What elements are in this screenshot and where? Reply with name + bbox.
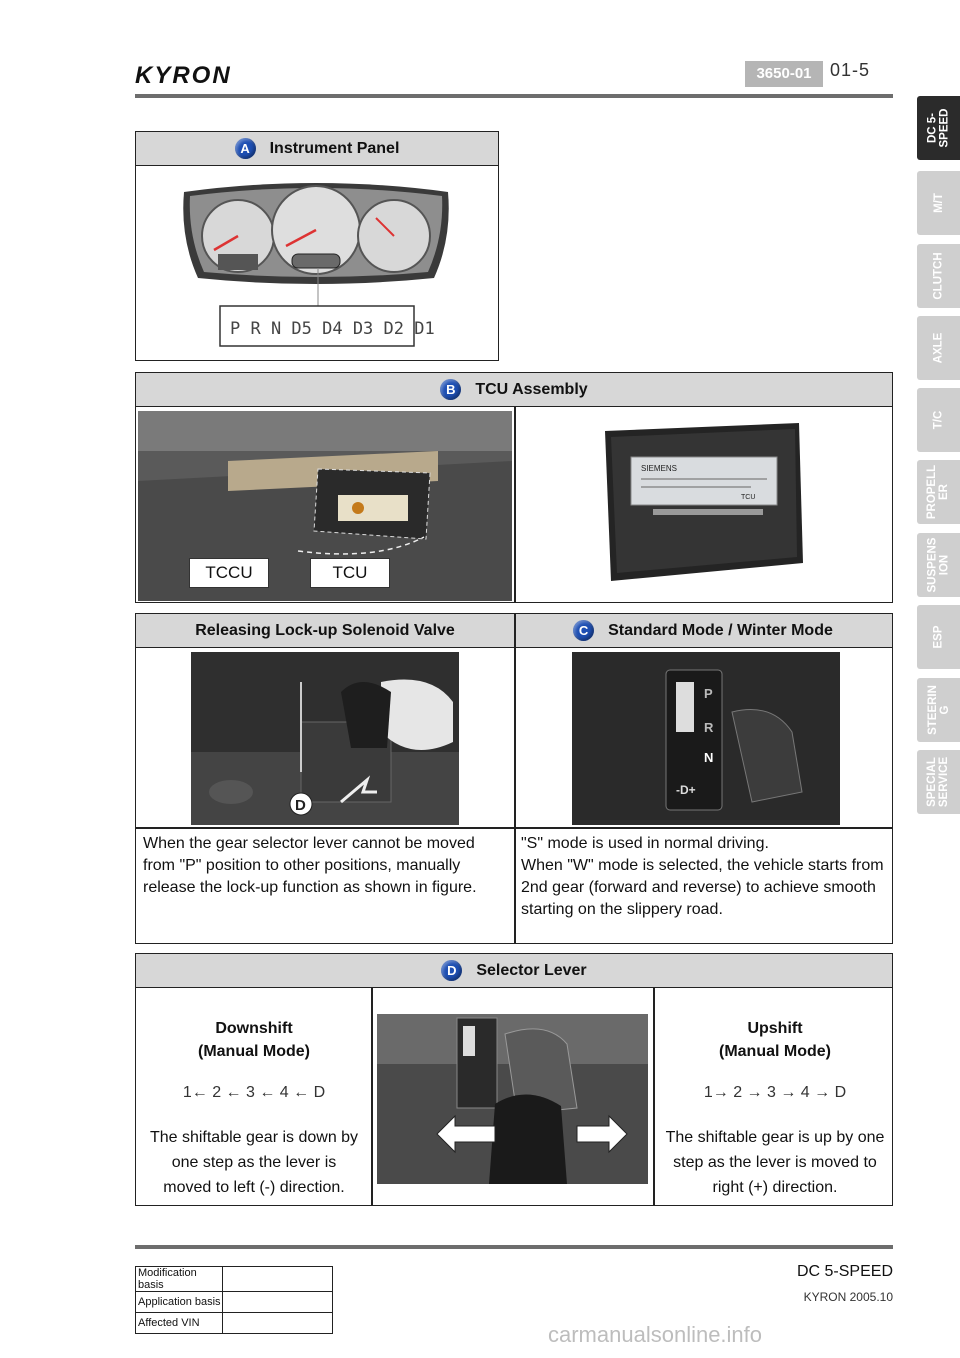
side-tab-label: DC 5- SPEED	[926, 108, 951, 148]
section-b-badge: B	[440, 379, 461, 400]
side-tab-dc-5-speed[interactable]	[917, 96, 960, 160]
c-row-divider	[136, 827, 892, 829]
side-tab-t-c[interactable]	[917, 388, 960, 452]
footer-title: DC 5-SPEED	[796, 1263, 893, 1280]
tcu-label: TCU	[310, 558, 390, 588]
d-divider-right	[653, 988, 655, 1205]
d-divider-left	[371, 988, 373, 1205]
downshift-subtitle: (Manual Mode)	[198, 1043, 310, 1060]
side-tab-label: STEERIN G	[926, 685, 951, 735]
revision-table	[135, 1266, 333, 1334]
side-tab-label: AXLE	[932, 332, 945, 364]
table-row	[136, 1267, 333, 1292]
svg-text:N: N	[704, 750, 714, 765]
instrument-panel-box	[135, 131, 499, 361]
table-row	[136, 1313, 333, 1334]
kyron-logo	[135, 62, 275, 88]
tcu-module-image	[591, 413, 809, 597]
side-tab-propell-er[interactable]	[917, 460, 960, 524]
affected-vin-value	[223, 1313, 333, 1334]
instrument-panel-title: Instrument Panel	[269, 139, 400, 157]
downshift-title: Downshift	[215, 1020, 293, 1037]
affected-vin-label: Affected VIN	[136, 1313, 223, 1334]
document-code: 3650-01	[745, 61, 823, 87]
tcu-assembly-header	[136, 373, 892, 407]
svg-text:R: R	[704, 720, 714, 735]
footer-divider	[135, 1245, 893, 1249]
side-tab-suspens-ion[interactable]	[917, 533, 960, 597]
svg-text:SIEMENS: SIEMENS	[641, 464, 678, 473]
svg-text:TCU: TCU	[741, 494, 756, 501]
header-divider	[135, 94, 893, 98]
application-basis-value	[223, 1292, 333, 1313]
section-d-badge: D	[441, 960, 462, 981]
side-tab-axle[interactable]	[917, 316, 960, 380]
c-column-divider	[514, 614, 516, 943]
svg-text:KYRON: KYRON	[135, 62, 232, 88]
selector-lever-image	[377, 1014, 648, 1184]
side-tab-steerin-g[interactable]	[917, 678, 960, 742]
downshift-description: The shiftable gear is down by one step as the lever is moved to left (-) direction.	[149, 1129, 359, 1196]
side-tab-label: SPECIAL SERVICE	[926, 756, 951, 808]
lockup-title: Releasing Lock-up Solenoid Valve	[195, 621, 455, 639]
upshift-title: Upshift	[747, 1020, 803, 1037]
side-tab-m-t[interactable]	[917, 171, 960, 235]
instrument-cluster-image	[176, 178, 456, 352]
side-tab-label: SUSPENS ION	[926, 537, 951, 593]
side-tab-label: ESP	[932, 625, 945, 649]
modification-basis-label: Modification basis	[136, 1267, 223, 1292]
downshift-sequence: 1← 2 ← 3 ← 4 ← D	[182, 1084, 326, 1101]
modification-basis-value	[223, 1267, 333, 1292]
svg-text:D: D	[295, 797, 306, 814]
instrument-panel-header	[136, 132, 498, 166]
upshift-subtitle: (Manual Mode)	[719, 1043, 831, 1060]
mode-description-standard: "S" mode is used in normal driving.	[521, 835, 769, 852]
watermark: carmanualsonline.info	[548, 1322, 763, 1347]
tcu-assembly-box	[135, 372, 893, 603]
side-tab-special-service[interactable]	[917, 750, 960, 814]
application-basis-label: Application basis	[136, 1292, 223, 1313]
svg-text:-D+: -D+	[676, 783, 696, 797]
selector-lever-title: Selector Lever	[476, 961, 587, 979]
lockup-release-image	[191, 652, 459, 825]
side-tab-clutch[interactable]	[917, 244, 960, 308]
side-tab-label: PROPELL ER	[926, 464, 951, 520]
mode-title: Standard Mode / Winter Mode	[608, 621, 833, 639]
side-tab-label: M/T	[932, 193, 945, 213]
footer-subtitle: KYRON 2005.10	[803, 1290, 893, 1304]
mode-title-cell	[514, 620, 892, 641]
svg-text:P: P	[704, 686, 713, 701]
mode-description-winter: When "W" mode is selected, the vehicle starts from 2nd gear (forward and reverse) to achieve smooth starting on the slippery road.	[521, 857, 884, 918]
section-a-badge: A	[235, 138, 256, 159]
section-c-badge: C	[573, 620, 594, 641]
selector-lever-box	[135, 953, 893, 1206]
side-tab-label: T/C	[932, 410, 945, 430]
tcu-assembly-title: TCU Assembly	[475, 380, 588, 398]
mode-selector-image	[572, 652, 840, 825]
tccu-label: TCCU	[189, 558, 269, 588]
table-row	[136, 1292, 333, 1313]
side-tab-esp[interactable]	[917, 605, 960, 669]
side-tab-label: CLUTCH	[932, 252, 945, 300]
selector-lever-header	[136, 954, 892, 988]
svg-text:P R N D5 D4 D3 D2 D1: P R N D5 D4 D3 D2 D1	[230, 319, 435, 339]
lockup-description: When the gear selector lever cannot be moved from "P" position to other positions, manually release the lock-up function as shown in figure.	[143, 835, 477, 896]
tcu-column-divider	[514, 407, 516, 602]
upshift-description: The shiftable gear is up by one step as the lever is moved to right (+) direction.	[665, 1129, 885, 1196]
page-number: 01-5	[830, 60, 871, 80]
lockup-mode-box	[135, 613, 893, 944]
upshift-sequence: 1→ 2 → 3 → 4 → D	[703, 1084, 847, 1101]
